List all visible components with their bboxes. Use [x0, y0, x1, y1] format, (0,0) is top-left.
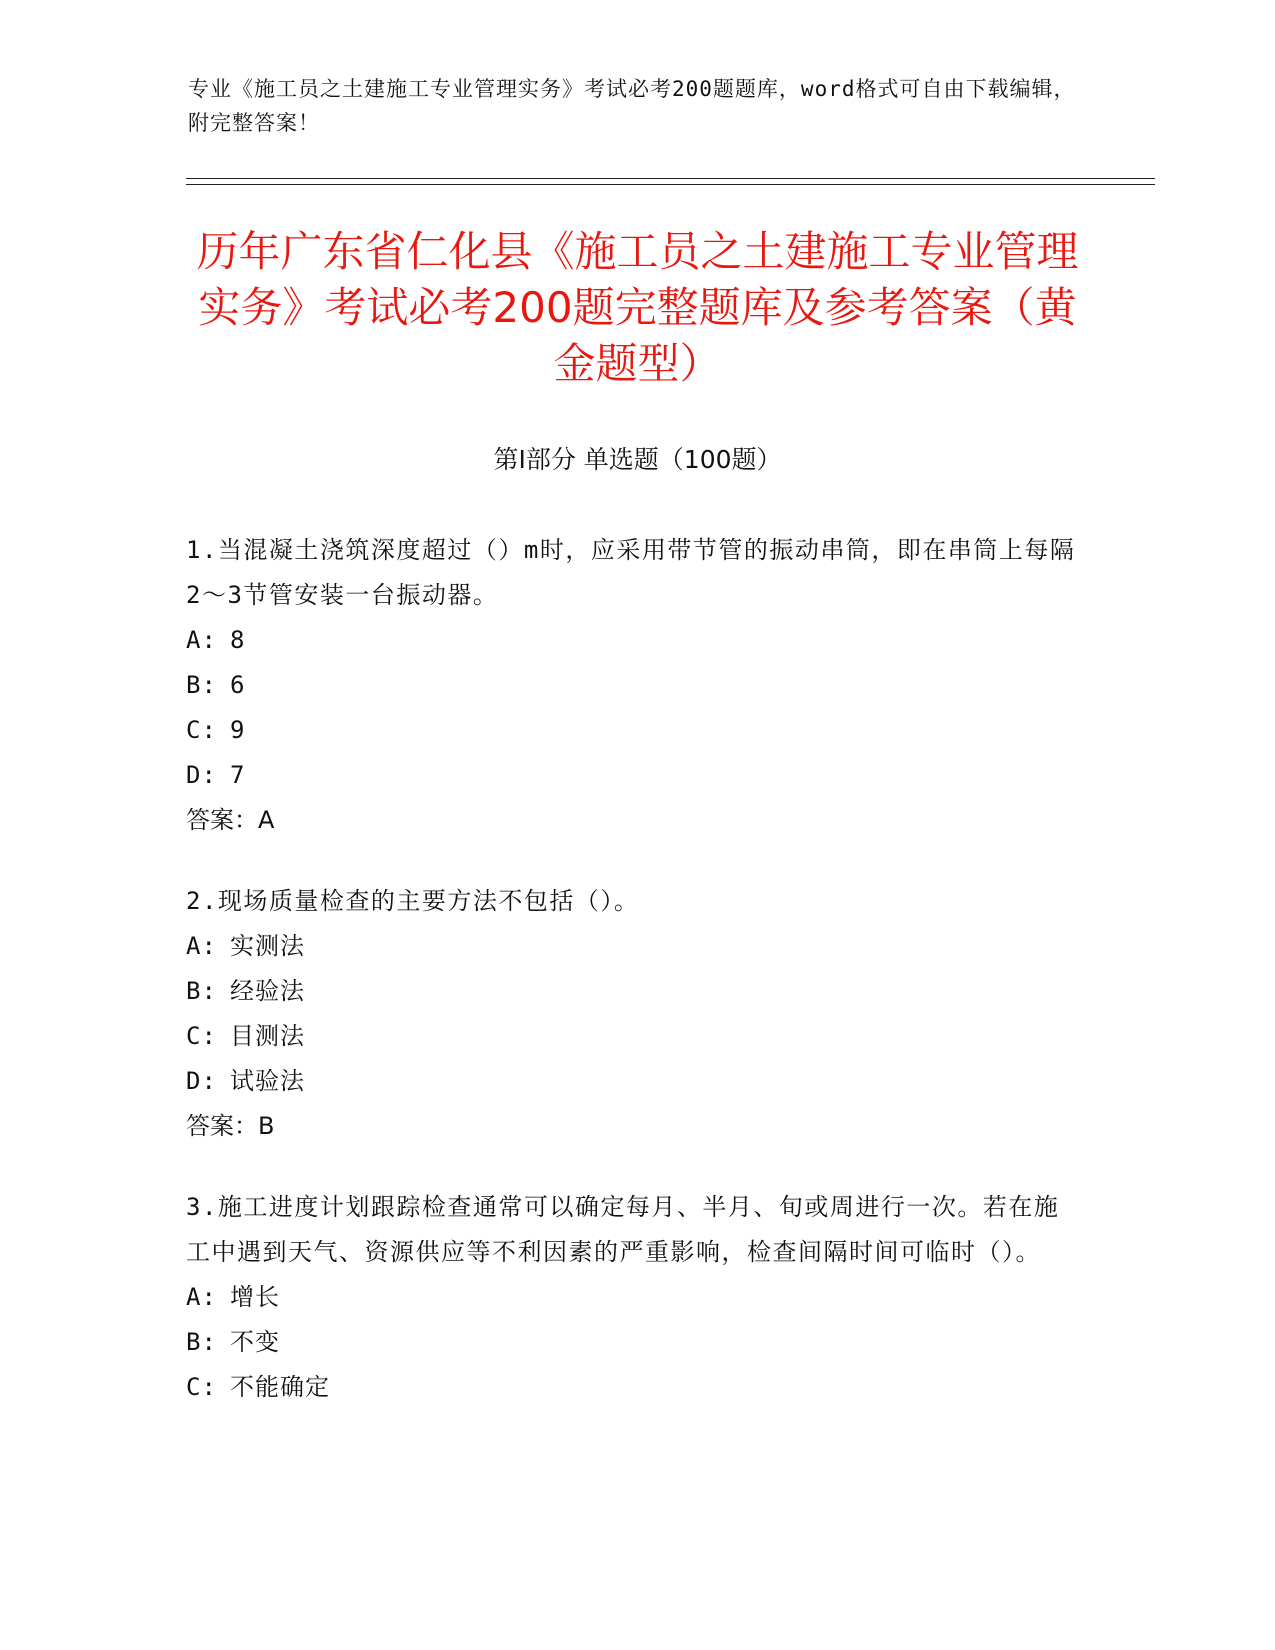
option-letter: C:	[186, 716, 217, 744]
answer-value: B	[258, 1112, 275, 1140]
option-a	[186, 1275, 1076, 1320]
header-divider-bottom	[186, 184, 1155, 185]
option-letter: C:	[186, 1022, 217, 1050]
option-text: 经验法	[230, 977, 305, 1005]
option-text: 实测法	[230, 932, 305, 960]
header-divider-top	[186, 178, 1155, 179]
option-text: 试验法	[230, 1067, 305, 1095]
option-b	[186, 663, 1076, 708]
option-b	[186, 969, 1076, 1014]
section-title: 第Ⅰ部分 单选题（100题）	[493, 445, 782, 474]
option-c	[186, 1014, 1076, 1059]
option-text: 8	[230, 626, 246, 654]
option-letter: C:	[186, 1373, 217, 1401]
option-d	[186, 753, 1076, 798]
question-text: 1.当混凝土浇筑深度超过（）m时，应采用带节管的振动串筒，即在串筒上每隔2～3节管安装一台振动器。	[186, 536, 1076, 609]
option-text: 6	[230, 671, 246, 699]
option-d	[186, 1059, 1076, 1104]
answer-line	[186, 1104, 1076, 1149]
answer-label: 答案：	[186, 806, 258, 834]
option-b	[186, 1320, 1076, 1365]
document-title: 历年广东省仁化县《施工员之土建施工专业管理实务》考试必考200题完整题库及参考答案（黄金题型）	[196, 227, 1079, 388]
option-letter: D:	[186, 761, 217, 789]
answer-label: 答案：	[186, 1112, 258, 1140]
option-c	[186, 708, 1076, 753]
answer-value: A	[258, 806, 275, 834]
option-letter: A:	[186, 1283, 217, 1311]
option-c	[186, 1365, 1076, 1410]
question-3	[186, 1185, 1076, 1410]
option-text: 目测法	[230, 1022, 305, 1050]
option-letter: B:	[186, 671, 217, 699]
question-text: 2.现场质量检查的主要方法不包括（）。	[186, 887, 640, 915]
question-list	[186, 528, 1076, 1446]
option-letter: B:	[186, 977, 217, 1005]
option-text: 不能确定	[230, 1373, 330, 1401]
option-letter: A:	[186, 932, 217, 960]
option-text: 增长	[230, 1283, 280, 1311]
option-a	[186, 924, 1076, 969]
question-1	[186, 528, 1076, 843]
option-letter: A:	[186, 626, 217, 654]
option-text: 7	[230, 761, 246, 789]
answer-line	[186, 798, 1076, 843]
question-2	[186, 879, 1076, 1149]
option-a	[186, 618, 1076, 663]
question-text: 3.施工进度计划跟踪检查通常可以确定每月、半月、旬或周进行一次。若在施工中遇到天气、资源供应等不利因素的严重影响，检查间隔时间可临时（）。	[186, 1193, 1060, 1266]
option-text: 9	[230, 716, 246, 744]
header-note: 专业《施工员之土建施工专业管理实务》考试必考200题题库，word格式可自由下载编辑，附完整答案！	[188, 77, 1076, 135]
option-text: 不变	[230, 1328, 280, 1356]
option-letter: D:	[186, 1067, 217, 1095]
option-letter: B:	[186, 1328, 217, 1356]
